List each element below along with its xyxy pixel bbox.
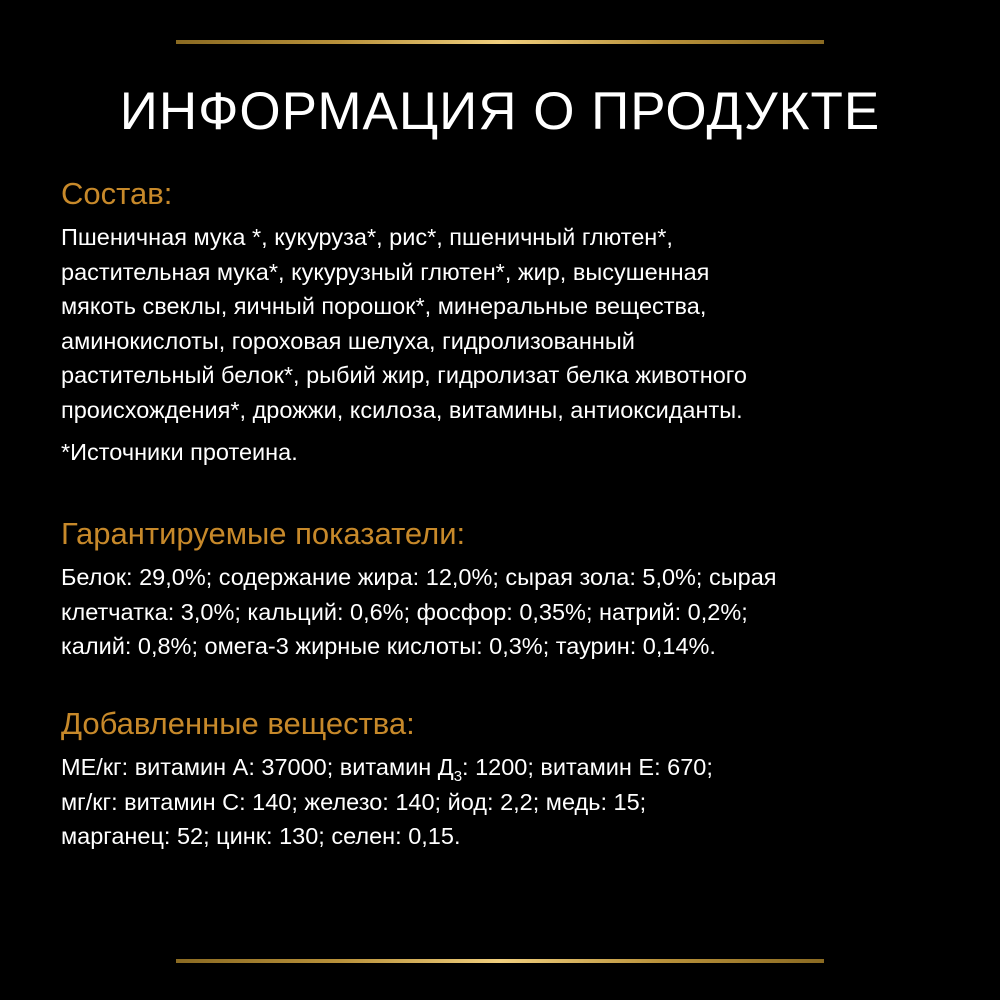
additives-section <box>61 702 961 854</box>
additives-line-part: МЕ/кг: витамин А: 37000; витамин Д <box>61 754 454 780</box>
composition-line: происхождения*, дрожжи, ксилоза, витамины, антиоксиданты. <box>61 396 743 423</box>
page-title: ИНФОРМАЦИЯ О ПРОДУКТЕ <box>119 82 881 141</box>
composition-text <box>61 220 961 427</box>
composition-heading: Состав: <box>61 176 173 211</box>
protein-sources-footnote: *Источники протеина. <box>61 439 298 465</box>
composition-line: растительный белок*, рыбий жир, гидролизат белка животного <box>61 362 747 388</box>
guaranteed-analysis-heading: Гарантируемые показатели: <box>61 516 466 551</box>
additives-line: мг/кг: витамин С: 140; железо: 140; йод: 2,2; медь: 15; <box>61 788 647 815</box>
additives-line: марганец: 52; цинк: 130; селен: 0,15. <box>61 823 461 849</box>
additives-line-part: : 1200; витамин Е: 670; <box>462 754 713 780</box>
composition-line: Пшеничная мука *, кукуруза*, рис*, пшеничный глютен*, <box>61 224 673 250</box>
bottom-gold-divider <box>176 959 824 963</box>
top-gold-divider <box>176 40 824 44</box>
guaranteed-analysis-line: клетчатка: 3,0%; кальций: 0,6%; фосфор: 0,35%; натрий: 0,2%; <box>61 598 748 625</box>
composition-line: растительная мука*, кукурузный глютен*, жир, высушенная <box>61 258 710 285</box>
guaranteed-analysis-text <box>61 560 961 664</box>
guaranteed-analysis-section <box>61 512 961 664</box>
subscript-3: 3 <box>453 768 463 785</box>
additives-text <box>61 750 961 854</box>
additives-heading: Добавленные вещества: <box>61 706 415 741</box>
guaranteed-analysis-line: Белок: 29,0%; содержание жира: 12,0%; сырая зола: 5,0%; сырая <box>61 564 777 590</box>
guaranteed-analysis-line: калий: 0,8%; омега-3 жирные кислоты: 0,3%; таурин: 0,14%. <box>61 633 716 659</box>
composition-line: аминокислоты, гороховая шелуха, гидролизованный <box>61 327 635 354</box>
composition-line: мякоть свеклы, яичный порошок*, минеральные вещества, <box>61 293 707 319</box>
composition-section <box>61 172 961 470</box>
additives-line <box>61 750 961 785</box>
